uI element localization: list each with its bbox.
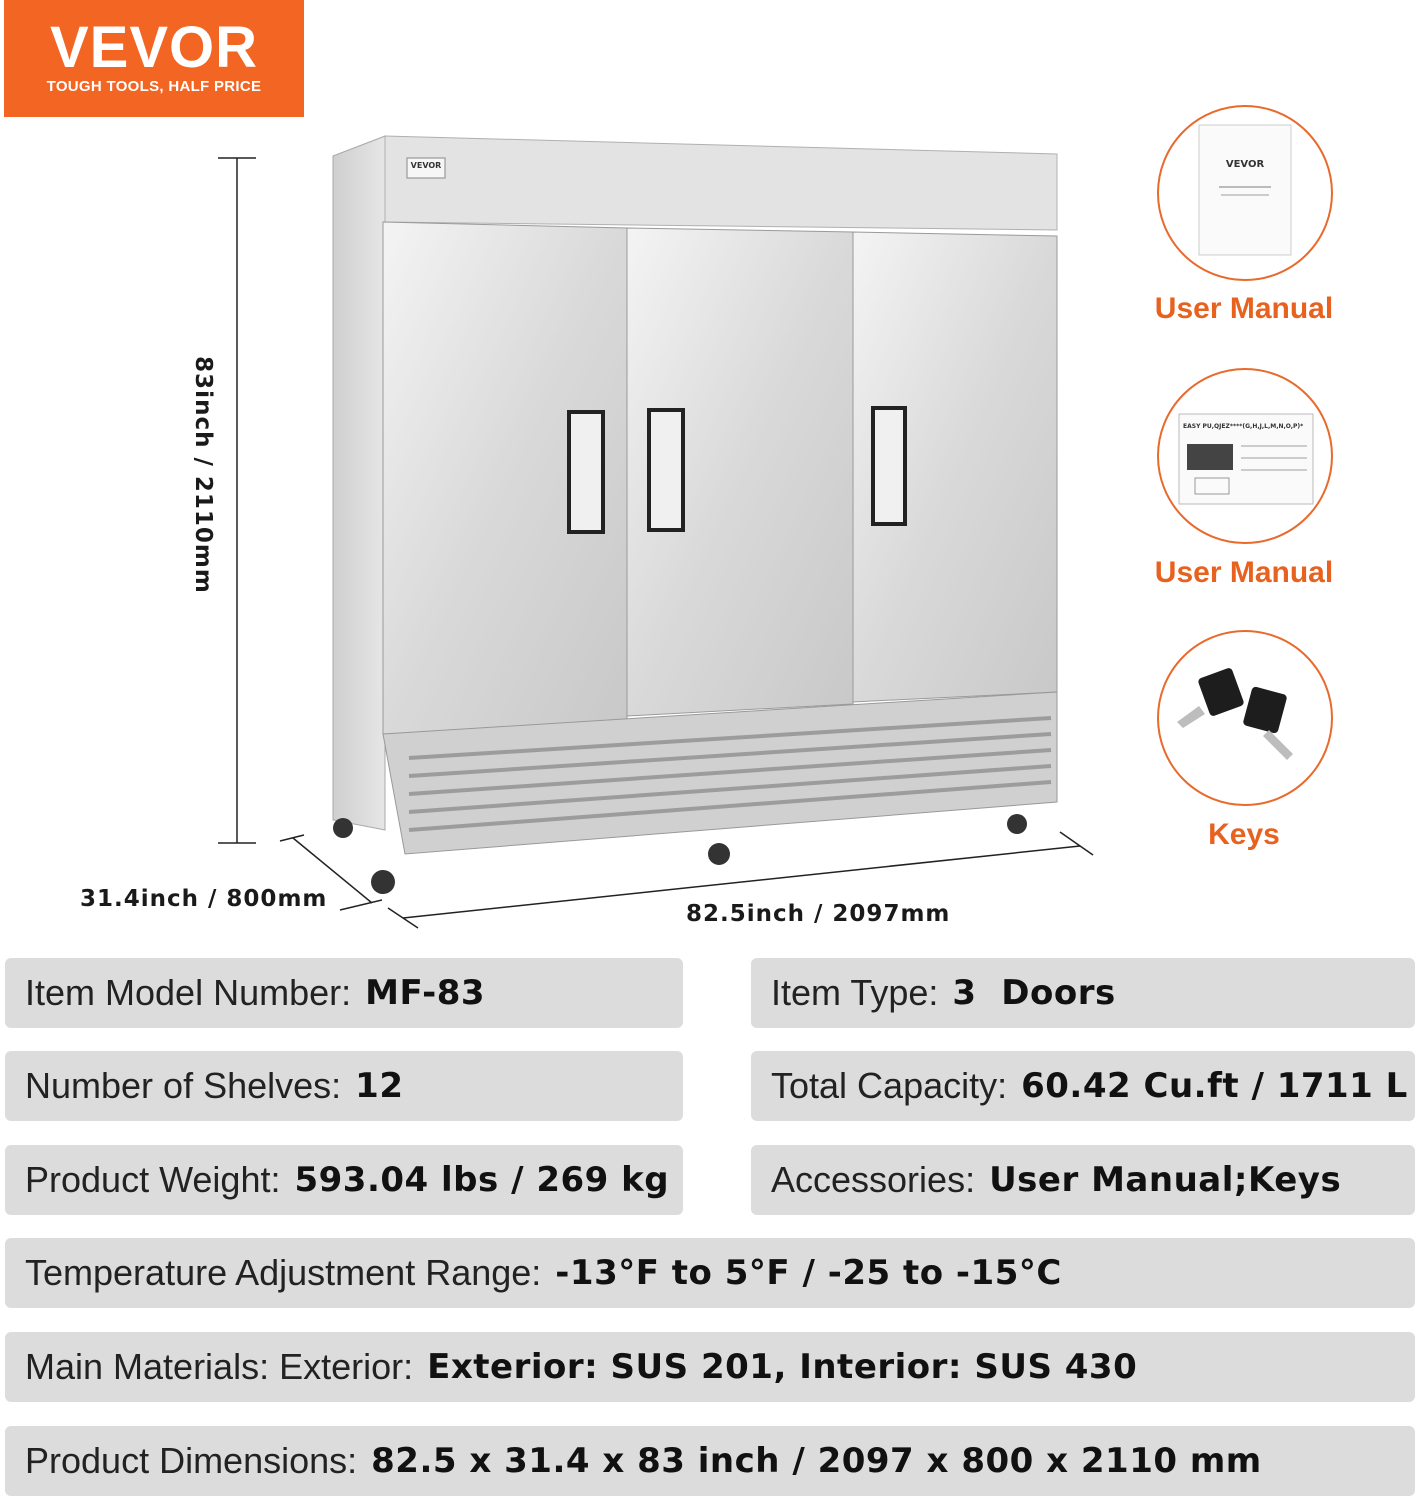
spec-key: Item Type: <box>771 972 939 1013</box>
accessory-keys-circle <box>1157 630 1333 806</box>
keys-icon <box>1159 632 1331 804</box>
nameplate-text: VEVOR <box>410 161 442 170</box>
manual-title-text: EASY PU,QJEZ****(G,H,J,L,M,N,O,P)* <box>1183 423 1304 430</box>
manual-brand-text: VEVOR <box>1225 159 1265 170</box>
accessory-manual-circle <box>1157 105 1333 281</box>
spec-materials <box>5 1332 1415 1402</box>
controller-manual-icon <box>1159 370 1331 542</box>
width-dimension: 82.5inch / 2097mm <box>686 901 951 927</box>
spec-value: 12 <box>355 1066 404 1106</box>
spec-key: Item Model Number: <box>25 972 352 1013</box>
manual-booklet-icon <box>1159 107 1331 279</box>
accessory-label: User Manual <box>1154 292 1334 325</box>
spec-accessories <box>751 1145 1415 1215</box>
freezer-image <box>325 130 1070 900</box>
spec-key: Total Capacity: <box>771 1065 1008 1106</box>
spec-value: -13°F to 5°F / -25 to -15°C <box>555 1253 1062 1293</box>
spec-dimensions <box>5 1426 1415 1496</box>
accessory-controller-manual-circle <box>1157 368 1333 544</box>
spec-type <box>751 958 1415 1028</box>
spec-value: 60.42 Cu.ft / 1711 L <box>1021 1066 1408 1106</box>
spec-temperature <box>5 1238 1415 1308</box>
spec-key: Accessories: <box>771 1159 976 1200</box>
spec-value: User Manual;Keys <box>989 1160 1342 1200</box>
accessory-label: Keys <box>1208 818 1280 851</box>
depth-dimension: 31.4inch / 800mm <box>80 886 328 912</box>
spec-model <box>5 958 683 1028</box>
spec-value: 82.5 x 31.4 x 83 inch / 2097 x 800 x 2110 mm <box>371 1441 1262 1481</box>
spec-key: Product Dimensions: <box>25 1440 358 1481</box>
spec-shelves <box>5 1051 683 1121</box>
spec-weight <box>5 1145 683 1215</box>
spec-value: MF-83 <box>365 973 486 1013</box>
logo-tagline: TOUGH TOOLS, HALF PRICE <box>46 78 262 95</box>
spec-key: Product Weight: <box>25 1159 281 1200</box>
spec-key: Main Materials: Exterior: <box>25 1346 414 1387</box>
spec-key: Number of Shelves: <box>25 1065 342 1106</box>
spec-value: 3 Doors <box>952 973 1116 1013</box>
logo-brand: VEVOR <box>49 15 259 80</box>
height-dimension: 83inch / 2110mm <box>190 356 216 594</box>
spec-capacity <box>751 1051 1415 1121</box>
spec-value: Exterior: SUS 201, Interior: SUS 430 <box>427 1347 1138 1387</box>
accessory-label: User Manual <box>1154 556 1334 589</box>
spec-key: Temperature Adjustment Range: <box>25 1252 542 1293</box>
spec-value: 593.04 lbs / 269 kg <box>294 1160 670 1200</box>
